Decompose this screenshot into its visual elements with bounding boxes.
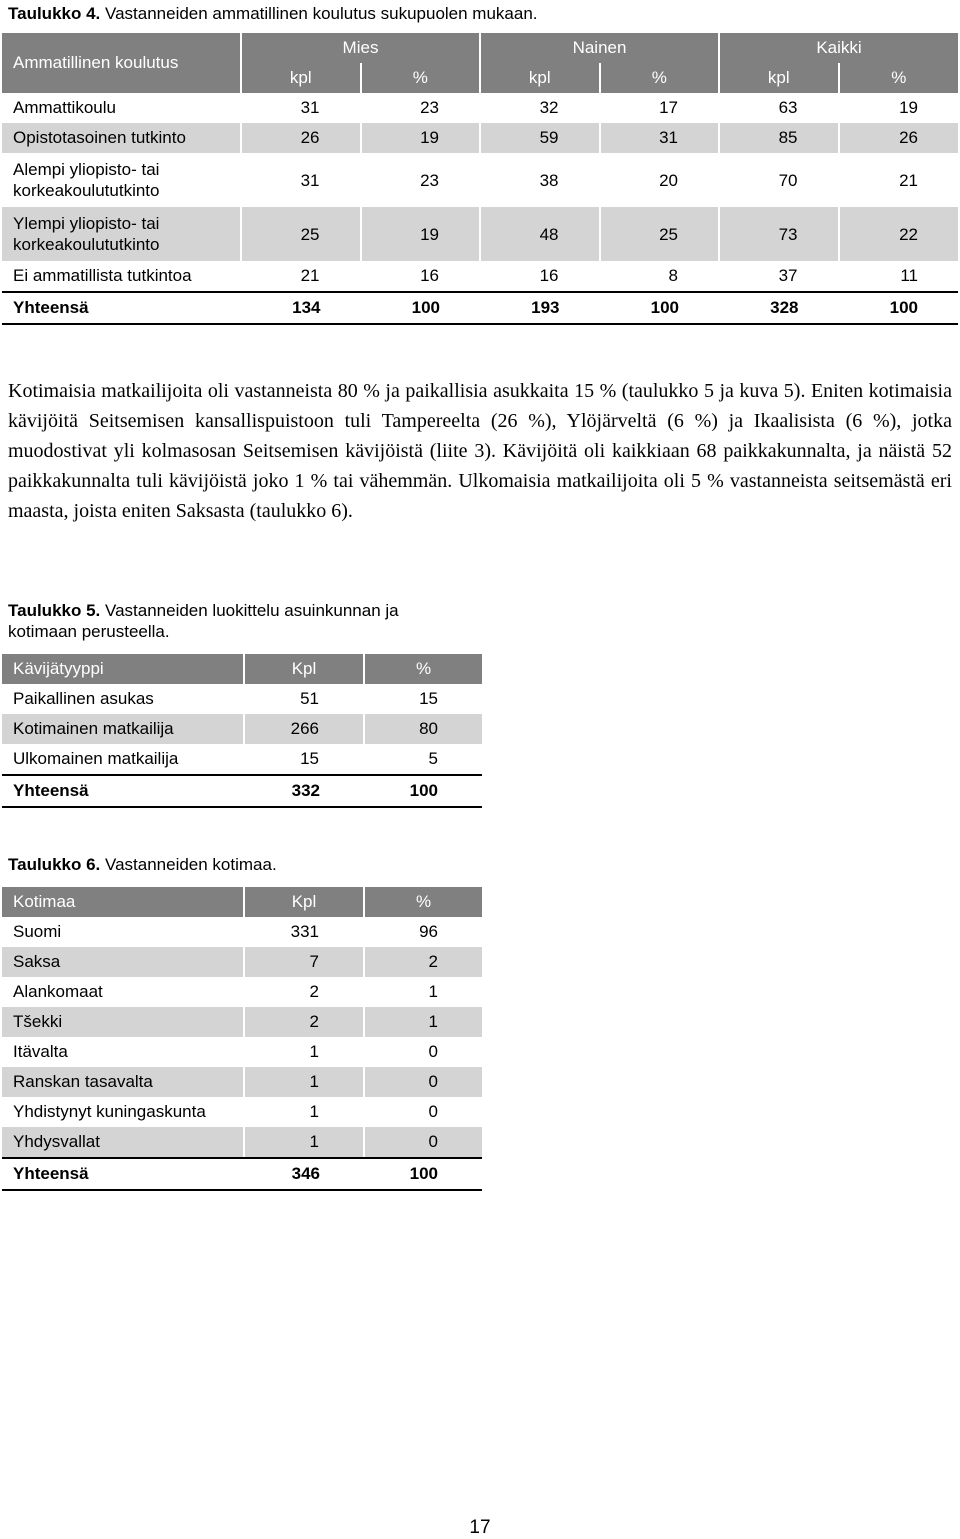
cell: 31: [600, 123, 720, 153]
table4-caption-text: Vastanneiden ammatillinen koulutus sukupuolen mukaan.: [105, 4, 538, 23]
cell: 100: [600, 292, 720, 324]
cell: 31: [241, 93, 361, 123]
table-row: [2, 123, 958, 153]
cell: 21: [899, 170, 918, 190]
table4-subheader: %: [361, 63, 481, 93]
cell: 31: [241, 153, 361, 207]
table5-header: %: [364, 654, 482, 684]
cell: 193: [480, 292, 600, 324]
education-table: [2, 33, 958, 325]
row-label: Opistotasoinen tutkinto: [2, 123, 241, 153]
body-paragraph: Kotimaisia matkailijoita oli vastanneista 80 % ja paikallisia asukkaita 15 % (taulukko 5 ja kuva 5). Eniten kotimaisia kävijöitä Seitsemisen kansallispuistoon tuli Tampereelta (26 %), Ylöjärveltä (6 %) ja Ikaalisista (6 %), jotka muodostivat yli kolmasosan Seitsemisen kävijöistä (liite 3). Kävijöitä oli kaikkiaan 68 paikkakunnalta, ja näistä 52 paikkakunnalta tuli kävijöistä joko 1 % tai vähemmän. Ulkomaisia matkailijoita oli 5 % vastanneista seitsemästä eri maasta, joista eniten Saksasta (taulukko 6).: [8, 380, 952, 522]
table-row: [2, 1007, 482, 1037]
page-number: 17: [469, 1517, 491, 1538]
table6-header: %: [364, 887, 482, 917]
row-label: Suomi: [2, 917, 244, 947]
cell: 23: [361, 153, 481, 207]
cell: 48: [480, 207, 600, 261]
cell: 26: [839, 123, 959, 153]
cell: 100: [361, 292, 481, 324]
cell: 19: [361, 207, 481, 261]
table-row: [2, 947, 482, 977]
cell: 63: [719, 93, 839, 123]
table4-subheader: kpl: [480, 63, 600, 93]
row-label: Alankomaat: [2, 977, 244, 1007]
visitor-type-table: [2, 654, 482, 808]
table4-subheader: kpl: [241, 63, 361, 93]
cell: 100: [364, 1158, 482, 1190]
row-label: Ammattikoulu: [2, 93, 241, 123]
cell: 70: [719, 153, 839, 207]
row-label: Ranskan tasavalta: [2, 1067, 244, 1097]
cell: 332: [244, 775, 364, 807]
cell: 2: [244, 977, 364, 1007]
cell: 19: [361, 123, 481, 153]
cell: 17: [600, 93, 720, 123]
cell: 19: [899, 98, 918, 117]
table-row: [2, 261, 958, 292]
cell: 96: [419, 922, 438, 941]
cell: 38: [480, 153, 600, 207]
table5-caption-text: Vastanneiden luokittelu asuinkunnan ja kotimaan perusteella.: [8, 601, 399, 641]
cell: 37: [719, 261, 839, 292]
cell: 134: [241, 292, 361, 324]
cell: 85: [719, 123, 839, 153]
table-row: [2, 714, 482, 744]
cell: 22: [839, 207, 959, 261]
table4-subheader: %: [600, 63, 720, 93]
cell: 346: [244, 1158, 364, 1190]
table4-subheader: kpl: [719, 63, 839, 93]
cell: 266: [244, 714, 364, 744]
table-row: [2, 977, 482, 1007]
row-label: Tšekki: [2, 1007, 244, 1037]
row-label: Itävalta: [2, 1037, 244, 1067]
table4-group-header: Mies: [241, 33, 480, 63]
cell: 23: [361, 93, 481, 123]
table4-caption-label: Taulukko 4.: [8, 4, 101, 23]
cell: 1: [364, 1007, 482, 1037]
cell: 0: [364, 1067, 482, 1097]
cell: 11: [839, 261, 959, 292]
cell: 100: [839, 292, 959, 324]
home-country-table: [2, 887, 482, 1191]
cell: 73: [719, 207, 839, 261]
cell: 1: [244, 1097, 364, 1127]
table-row: [2, 153, 958, 207]
cell: 2: [244, 1007, 364, 1037]
cell: 80: [364, 714, 482, 744]
cell: 25: [241, 207, 361, 261]
total-row: [2, 1158, 482, 1190]
cell: 15: [419, 689, 438, 708]
table4-subheader: %: [839, 63, 959, 93]
cell: 1: [244, 1067, 364, 1097]
row-label: Ylempi yliopisto- tai korkeakoulututkinto: [2, 207, 241, 261]
cell: 16: [361, 261, 481, 292]
cell: 1: [244, 1127, 364, 1158]
row-label: Alempi yliopisto- tai korkeakoulututkinto: [2, 153, 241, 207]
table-row: [2, 744, 482, 775]
cell: 0: [428, 1102, 438, 1121]
table5-caption: [8, 600, 468, 642]
table6-caption-label: Taulukko 6.: [8, 855, 101, 874]
cell: 328: [719, 292, 839, 324]
cell: 26: [241, 123, 361, 153]
table4-caption: [8, 3, 538, 24]
table-row: [2, 917, 482, 947]
table-row: [2, 1037, 482, 1067]
cell: 331: [244, 917, 364, 947]
cell: 15: [244, 744, 364, 775]
row-label: Paikallinen asukas: [2, 684, 244, 714]
cell: 32: [480, 93, 600, 123]
table4-group-header: Nainen: [480, 33, 719, 63]
cell: 7: [244, 947, 364, 977]
cell: 1: [428, 982, 438, 1001]
row-label: Saksa: [2, 947, 244, 977]
cell: 20: [600, 153, 720, 207]
row-label: Yhdistynyt kuningaskunta: [2, 1097, 244, 1127]
total-label: Yhteensä: [2, 775, 244, 807]
row-label: Kotimainen matkailija: [2, 714, 244, 744]
row-label: Ei ammatillista tutkintoa: [2, 261, 241, 292]
table-row: [2, 93, 958, 123]
total-row: [2, 775, 482, 807]
cell: 25: [600, 207, 720, 261]
row-label: Ulkomainen matkailija: [2, 744, 244, 775]
cell: 0: [364, 1127, 482, 1158]
total-label: Yhteensä: [2, 292, 241, 324]
cell: 51: [244, 684, 364, 714]
table6-header: Kpl: [244, 887, 364, 917]
table6-header: Kotimaa: [2, 887, 244, 917]
table-row: [2, 1097, 482, 1127]
cell: 1: [244, 1037, 364, 1067]
table6-caption: [8, 854, 277, 875]
cell: 16: [480, 261, 600, 292]
total-label: Yhteensä: [2, 1158, 244, 1190]
table6-caption-text: Vastanneiden kotimaa.: [105, 855, 277, 874]
table-row: [2, 1127, 482, 1158]
row-label: Yhdysvallat: [2, 1127, 244, 1158]
table5-header: Kpl: [244, 654, 364, 684]
table5-header: Kävijätyyppi: [2, 654, 244, 684]
table4-row-header: Ammatillinen koulutus: [2, 33, 241, 93]
table-row: [2, 1067, 482, 1097]
table5-caption-label: Taulukko 5.: [8, 601, 101, 620]
cell: 21: [241, 261, 361, 292]
cell: 59: [480, 123, 600, 153]
cell: 0: [428, 1042, 438, 1061]
table4-group-header: Kaikki: [719, 33, 958, 63]
cell: 8: [600, 261, 720, 292]
total-row: [2, 292, 958, 324]
table-row: [2, 207, 958, 261]
cell: 100: [364, 775, 482, 807]
cell: 2: [364, 947, 482, 977]
cell: 5: [364, 744, 482, 775]
table-row: [2, 684, 482, 714]
